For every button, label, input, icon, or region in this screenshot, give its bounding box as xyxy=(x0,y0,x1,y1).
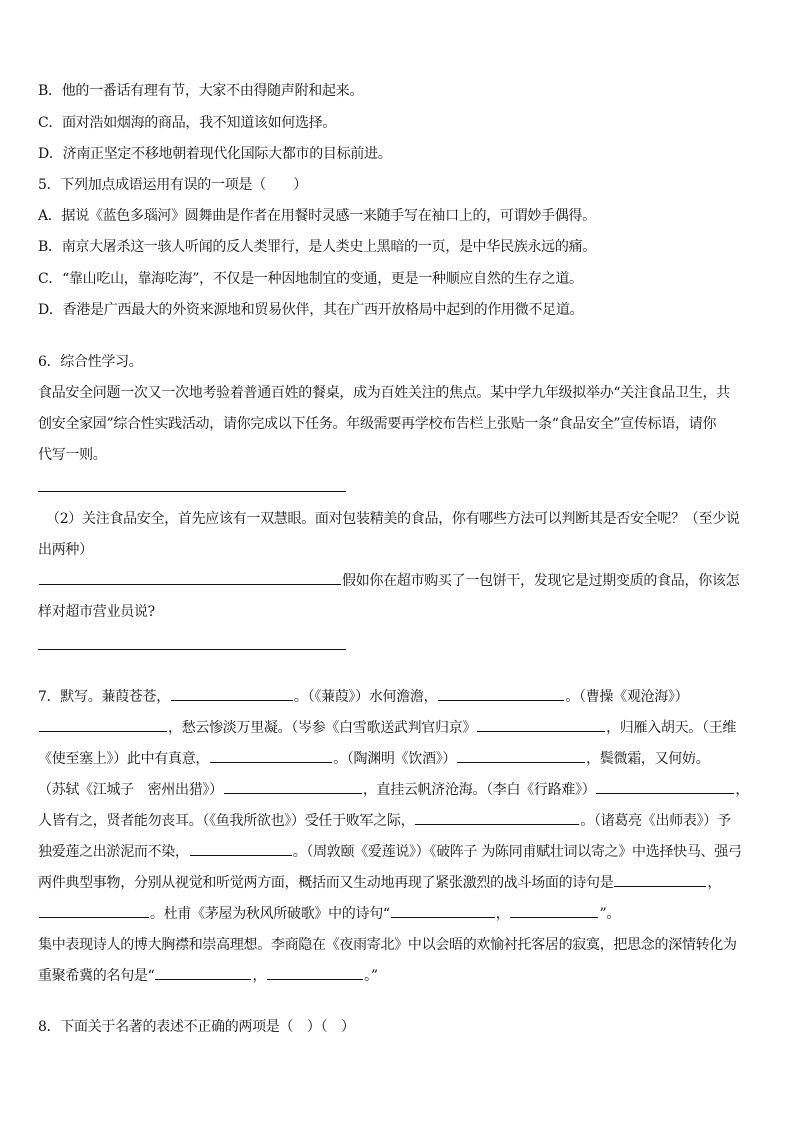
q6-intro-line2: 创安全家园”综合性实践活动，请你完成以下任务。年级需要再学校布告栏上张贴一条“食品安全”宣传标语，请你 xyxy=(38,416,717,432)
q5-option-c: C．“靠山吃山，靠海吃海”，不仅是一种因地制宜的变通，更是一种顺应自然的生存之道。 xyxy=(38,271,583,287)
q7-line7: 两件典型事物，分别从视觉和听觉两方面，概括而又生动地再现了紧张激烈的战斗场面的诗句是 ， xyxy=(38,872,721,894)
q7-line4: （苏轼《江城子 密州出猎》） ，直挂云帆济沧海。（李白《行路难》） ， xyxy=(38,779,749,801)
q6-part2-line2: 出两种） xyxy=(38,542,93,558)
q7-blank-1[interactable] xyxy=(171,686,293,701)
q7-blank-9[interactable] xyxy=(415,810,579,825)
q6-part3-line2: 样对超市营业员说? xyxy=(38,604,155,620)
q7-line9: 集中表现诗人的博大胸襟和崇高理想。李商隐在《夜雨寄北》中以会晤的欢愉衬托客居的寂寞，把思念的深情转化为 xyxy=(38,937,737,953)
q6-intro-line1: 食品安全问题一次又一次地考验着普通百姓的餐桌，成为百姓关注的焦点。某中学九年级拟举办“关注食品卫生，共 xyxy=(38,385,730,401)
q6-title: 6．综合性学习。 xyxy=(38,354,143,370)
q6-intro-line3: 代写一则。 xyxy=(38,447,107,463)
q7-blank-14[interactable] xyxy=(510,903,598,918)
q7-line10: 重聚希冀的名句是“ ， 。” xyxy=(38,965,378,987)
q5-stem: 5．下列加点成语运用有误的一项是（ ） xyxy=(38,177,307,193)
q7-line2: ，愁云惨淡万里凝。（岑参《白雪歌送武判官归京》 ，归雁入胡天。（王维 xyxy=(38,717,736,739)
q7-blank-8[interactable] xyxy=(596,779,734,794)
q4-option-b: B．他的一番话有理有节，大家不由得随声附和起来。 xyxy=(38,83,364,99)
q7-line3: 《使至塞上》）此中有真意， 。（陶渊明《饮酒》） ，鬓微霜，又何妨。 xyxy=(38,748,709,770)
q7-blank-15[interactable] xyxy=(155,965,251,980)
q7-line8: 。杜甫《茅屋为秋风所破歌》中的诗句“ ， ”。 xyxy=(38,903,620,925)
q6-answer-blank-1[interactable] xyxy=(38,491,346,492)
q7-blank-3[interactable] xyxy=(39,717,167,732)
q7-blank-2[interactable] xyxy=(438,686,564,701)
q7-blank-12[interactable] xyxy=(39,903,149,918)
q7-blank-16[interactable] xyxy=(267,965,363,980)
q7-blank-6[interactable] xyxy=(457,748,585,763)
q5-option-d: D．香港是广西最大的外资来源地和贸易伙伴，其在广西开放格局中起到的作用微不足道。 xyxy=(38,302,584,318)
q6-answer-blank-3[interactable] xyxy=(38,649,346,650)
q6-part3-line1: 假如你在超市购买了一包饼干，发现它是过期变质的食品，你该怎 xyxy=(38,570,739,592)
q7-blank-4[interactable] xyxy=(477,717,605,732)
q6-part2-line1: （2）关注食品安全，首先应该有一双慧眼。面对包装精美的食品，你有哪些方法可以判断其是否安全呢？（至少说 xyxy=(46,511,740,527)
q7-blank-7[interactable] xyxy=(224,779,362,794)
q7-line1: 7．默写。蒹葭苍苍， 。（《蒹葭》）水何澹澹， 。（曹操《观沧海》） xyxy=(38,686,688,708)
q8-stem: 8．下面关于名著的表述不正确的两项是（ ）（ ） xyxy=(38,1019,355,1035)
q7-line5: 人皆有之，贤者能勿丧耳。（《鱼我所欲也》）受任于败军之际， 。（诸葛亮《出师表》）予 xyxy=(38,810,731,832)
q5-option-a: A．据说《蓝色多瑙河》圆舞曲是作者在用餐时灵感一来随手写在袖口上的，可谓妙手偶得。 xyxy=(38,208,596,224)
q4-option-d: D．济南正坚定不移地朝着现代化国际大都市的目标前进。 xyxy=(38,146,392,162)
q7-line6: 独爱莲之出淤泥而不染， 。（周敦颐《爱莲说》）《破阵子 为陈同甫赋壮词以寄之》中选择快马、强弓 xyxy=(38,841,742,863)
q7-blank-11[interactable] xyxy=(614,872,706,887)
q4-option-c: C．面对浩如烟海的商品，我不知道该如何选择。 xyxy=(38,115,337,131)
q7-blank-5[interactable] xyxy=(210,748,332,763)
q5-option-b: B．南京大屠杀这一骇人听闻的反人类罪行，是人类史上黑暗的一页，是中华民族永远的痛。 xyxy=(38,239,596,255)
q7-blank-13[interactable] xyxy=(391,903,495,918)
q7-blank-10[interactable] xyxy=(190,841,292,856)
q6-answer-blank-2[interactable] xyxy=(39,570,341,585)
